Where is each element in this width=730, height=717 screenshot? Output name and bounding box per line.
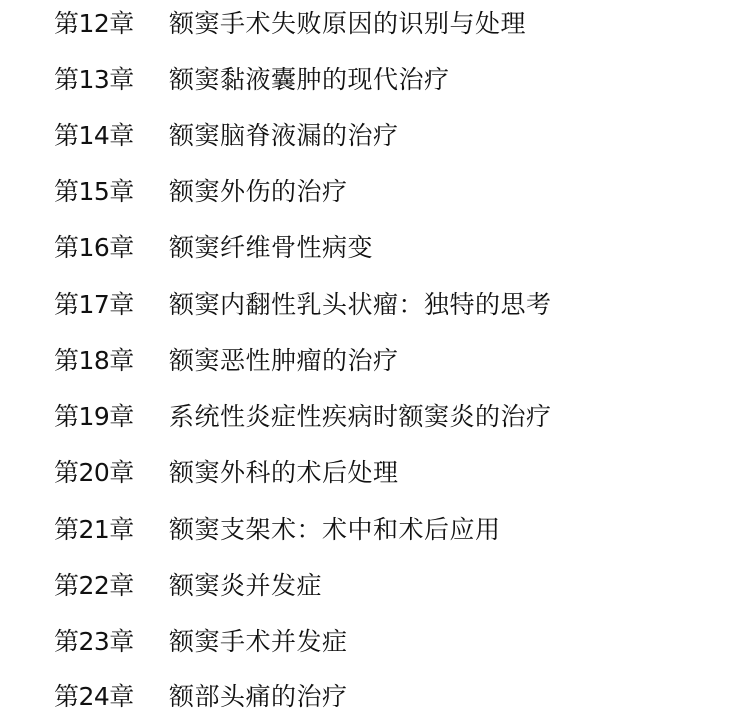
chapter-title: 额窦支架术：术中和术后应用 bbox=[169, 515, 501, 544]
chapter-title: 额窦纤维骨性病变 bbox=[169, 233, 374, 262]
chapter-number: 第22章 bbox=[54, 571, 134, 600]
chapter-row bbox=[54, 453, 399, 493]
chapter-title: 额窦脑脊液漏的治疗 bbox=[169, 121, 399, 150]
chapter-number: 第13章 bbox=[54, 65, 134, 94]
chapter-number: 第24章 bbox=[54, 682, 134, 711]
chapter-number: 第12章 bbox=[54, 9, 134, 38]
chapter-title: 额窦炎并发症 bbox=[169, 571, 323, 600]
chapter-title: 额窦手术并发症 bbox=[169, 627, 348, 656]
chapter-title: 额窦黏液囊肿的现代治疗 bbox=[169, 65, 450, 94]
chapter-row bbox=[54, 228, 373, 268]
chapter-title: 额窦内翻性乳头状瘤：独特的思考 bbox=[169, 290, 552, 319]
chapter-title: 额窦外伤的治疗 bbox=[169, 177, 348, 206]
chapter-number: 第20章 bbox=[54, 458, 134, 487]
chapter-row bbox=[54, 510, 501, 550]
chapter-number: 第17章 bbox=[54, 290, 134, 319]
chapter-row bbox=[54, 4, 526, 44]
chapter-number: 第16章 bbox=[54, 233, 134, 262]
chapter-number: 第15章 bbox=[54, 177, 134, 206]
chapter-title: 额部头痛的治疗 bbox=[169, 682, 348, 711]
chapter-number: 第21章 bbox=[54, 515, 134, 544]
chapter-row bbox=[54, 285, 552, 325]
chapter-title: 系统性炎症性疾病时额窦炎的治疗 bbox=[169, 402, 552, 431]
chapter-row bbox=[54, 341, 399, 381]
chapter-row bbox=[54, 622, 348, 662]
chapter-number: 第18章 bbox=[54, 346, 134, 375]
chapter-row bbox=[54, 566, 322, 606]
chapter-title: 额窦外科的术后处理 bbox=[169, 458, 399, 487]
chapter-number: 第14章 bbox=[54, 121, 134, 150]
chapter-title: 额窦恶性肿瘤的治疗 bbox=[169, 346, 399, 375]
chapter-row bbox=[54, 60, 450, 100]
chapter-number: 第19章 bbox=[54, 402, 134, 431]
chapter-title: 额窦手术失败原因的识别与处理 bbox=[169, 9, 527, 38]
chapter-row bbox=[54, 677, 348, 717]
chapter-row bbox=[54, 172, 348, 212]
chapter-row bbox=[54, 116, 399, 156]
chapter-number: 第23章 bbox=[54, 627, 134, 656]
chapter-row bbox=[54, 397, 552, 437]
